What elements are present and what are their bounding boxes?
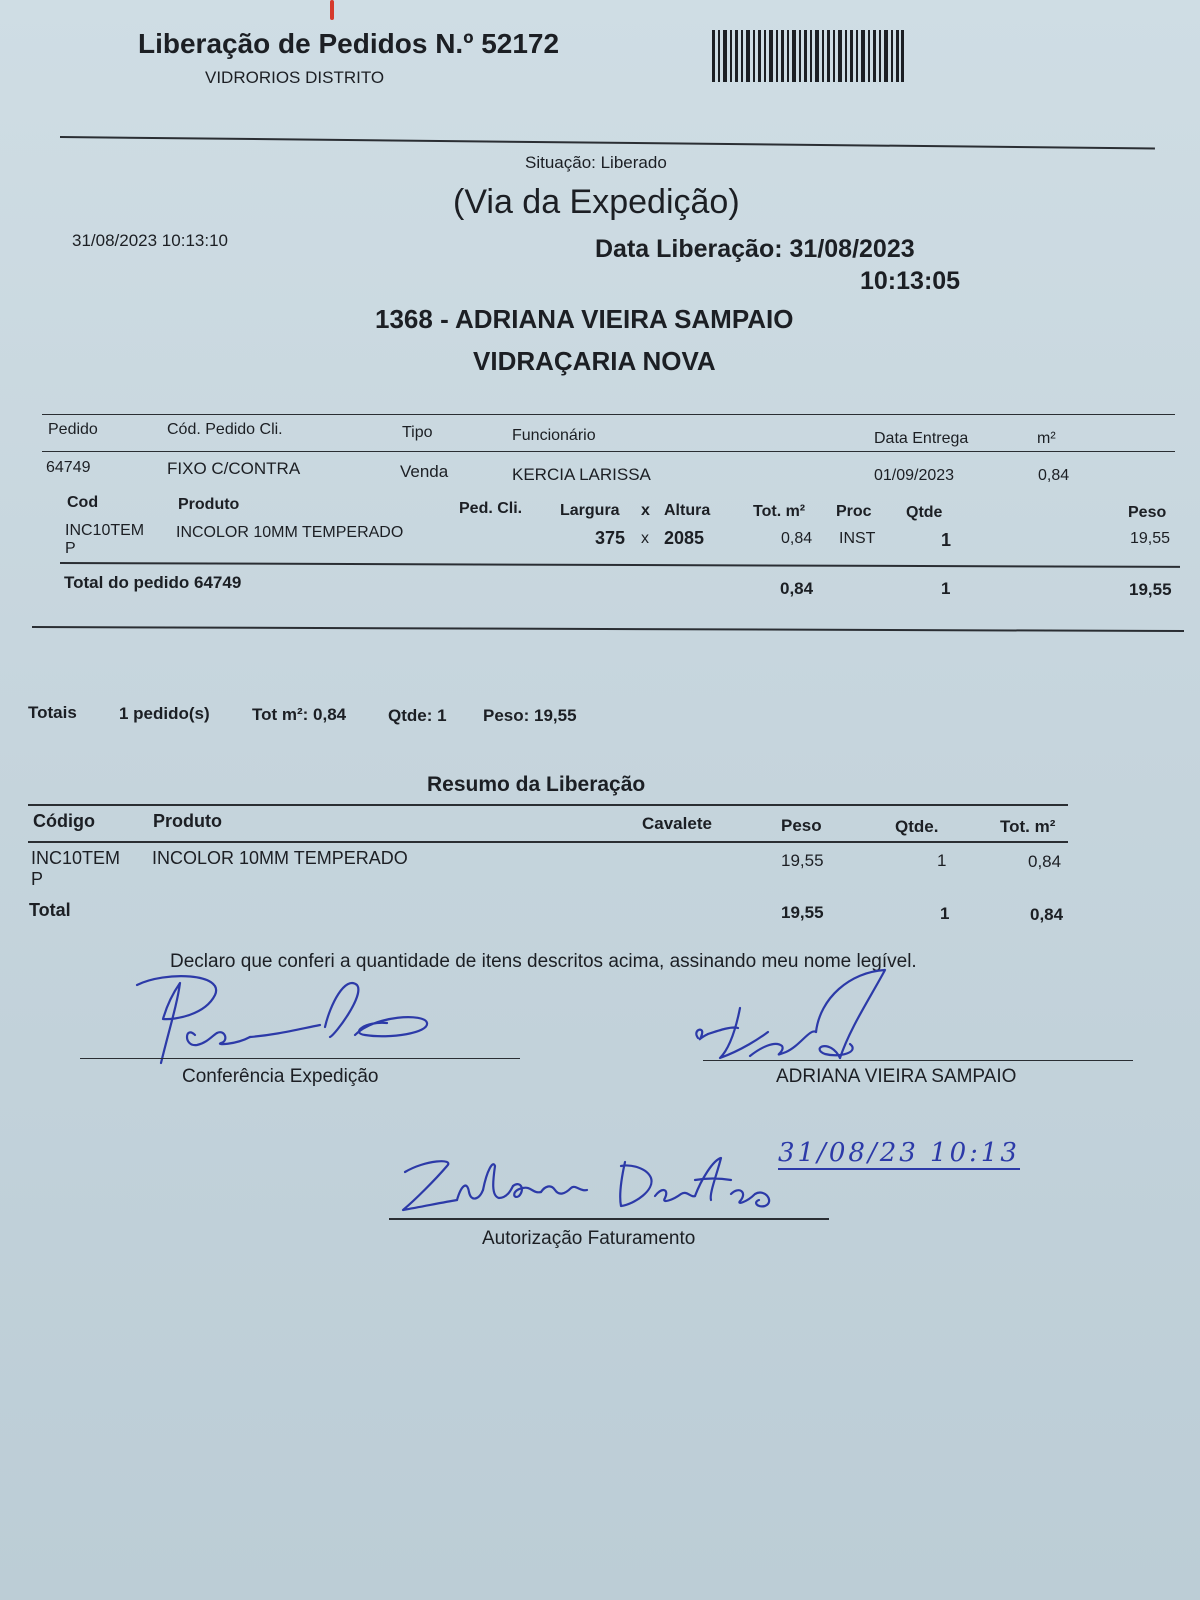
company-name: VIDRORIOS DISTRITO bbox=[205, 68, 385, 87]
summary-header-line bbox=[28, 841, 1068, 843]
red-pen-mark bbox=[330, 0, 334, 20]
copy-label: (Via da Expedição) bbox=[453, 183, 740, 221]
header-divider bbox=[60, 136, 1155, 149]
cell-cod-pedido-cli: FIXO C/CONTRA bbox=[167, 459, 301, 478]
summary-title: Resumo da Liberação bbox=[427, 773, 646, 796]
signature-line-conferencia bbox=[80, 1058, 520, 1059]
summary-top-line bbox=[28, 804, 1068, 806]
signature-cliente bbox=[690, 968, 920, 1068]
order-total-label: Total do pedido 64749 bbox=[64, 573, 242, 592]
order-total-line bbox=[60, 562, 1180, 568]
order-header-line bbox=[42, 451, 1175, 452]
label-cliente: ADRIANA VIEIRA SAMPAIO bbox=[776, 1066, 1017, 1087]
item-qtde: 1 bbox=[941, 530, 952, 550]
handwritten-date: 31/08/23 10:13 bbox=[778, 1138, 1020, 1168]
summary-codigo-line1: INC10TEM bbox=[31, 848, 121, 868]
item-col-cod: Cod bbox=[67, 494, 99, 511]
col-funcionario: Funcionário bbox=[512, 427, 596, 444]
item-tot-m2: 0,84 bbox=[781, 530, 813, 547]
summary-total-label: Total bbox=[29, 900, 71, 920]
item-proc: INST bbox=[839, 530, 876, 547]
totals-peso: Peso: 19,55 bbox=[483, 706, 577, 725]
barcode-icon bbox=[712, 30, 904, 82]
item-col-largura: Largura bbox=[560, 502, 620, 519]
item-col-tot-m2: Tot. m² bbox=[753, 503, 806, 520]
item-x: x bbox=[641, 530, 649, 547]
summary-tot-m2: 0,84 bbox=[1028, 852, 1062, 871]
summary-col-peso: Peso bbox=[781, 816, 822, 835]
summary-peso: 19,55 bbox=[781, 851, 824, 870]
totals-pedidos: 1 pedido(s) bbox=[119, 704, 210, 723]
item-col-proc: Proc bbox=[836, 503, 872, 520]
col-data-entrega: Data Entrega bbox=[874, 430, 969, 447]
summary-col-codigo: Código bbox=[33, 811, 95, 831]
totals-m2: Tot m²: 0,84 bbox=[252, 705, 347, 724]
cell-data-entrega: 01/09/2023 bbox=[874, 467, 955, 484]
summary-total-peso: 19,55 bbox=[781, 903, 824, 922]
signature-line-autorizacao bbox=[389, 1218, 829, 1220]
summary-col-qtde: Qtde. bbox=[895, 817, 939, 836]
cell-m2: 0,84 bbox=[1038, 467, 1070, 484]
item-altura: 2085 bbox=[664, 528, 705, 548]
declaration-text: Declaro que conferi a quantidade de itens descritos acima, assinando meu nome legível. bbox=[170, 951, 917, 972]
cell-pedido: 64749 bbox=[46, 459, 91, 476]
col-tipo: Tipo bbox=[402, 424, 433, 441]
signature-line-cliente bbox=[703, 1060, 1133, 1061]
item-col-peso: Peso bbox=[1128, 504, 1167, 521]
status-label: Situação: Liberado bbox=[525, 153, 667, 172]
col-pedido: Pedido bbox=[48, 421, 98, 438]
client-company: VIDRAÇARIA NOVA bbox=[473, 346, 716, 376]
summary-col-tot-m2: Tot. m² bbox=[1000, 817, 1056, 836]
label-conferencia: Conferência Expedição bbox=[182, 1066, 379, 1087]
release-time: 10:13:05 bbox=[860, 267, 961, 295]
order-table-top-line bbox=[42, 414, 1175, 415]
item-col-x: x bbox=[641, 502, 650, 519]
item-cod-line2: P bbox=[65, 540, 76, 557]
client-name: 1368 - ADRIANA VIEIRA SAMPAIO bbox=[375, 304, 794, 334]
signature-conferencia bbox=[125, 975, 455, 1065]
printed-timestamp: 31/08/2023 10:13:10 bbox=[72, 231, 228, 250]
summary-total-tot-m2: 0,84 bbox=[1030, 905, 1064, 924]
totals-label: Totais bbox=[28, 703, 77, 722]
order-total-peso: 19,55 bbox=[1129, 580, 1172, 599]
document-title: Liberação de Pedidos N.º 52172 bbox=[138, 28, 560, 59]
col-cod-pedido-cli: Cód. Pedido Cli. bbox=[167, 421, 283, 438]
item-col-ped-cli: Ped. Cli. bbox=[459, 500, 523, 517]
label-autorizacao: Autorização Faturamento bbox=[482, 1228, 696, 1249]
summary-produto: INCOLOR 10MM TEMPERADO bbox=[152, 848, 408, 868]
item-peso: 19,55 bbox=[1130, 530, 1171, 547]
signature-autorizacao bbox=[395, 1150, 795, 1220]
summary-total-qtde: 1 bbox=[940, 904, 950, 923]
release-date: Data Liberação: 31/08/2023 bbox=[595, 235, 915, 263]
item-col-qtde: Qtde bbox=[906, 504, 943, 521]
col-m2: m² bbox=[1037, 430, 1056, 447]
totals-qtde: Qtde: 1 bbox=[388, 706, 447, 725]
item-col-altura: Altura bbox=[664, 502, 711, 519]
summary-codigo-line2: P bbox=[31, 869, 44, 889]
order-total-qtde: 1 bbox=[941, 579, 951, 598]
cell-tipo: Venda bbox=[400, 462, 449, 481]
summary-col-produto: Produto bbox=[153, 811, 222, 831]
item-largura: 375 bbox=[595, 528, 626, 548]
cell-funcionario: KERCIA LARISSA bbox=[512, 465, 651, 484]
order-total-m2: 0,84 bbox=[780, 579, 814, 598]
item-produto: INCOLOR 10MM TEMPERADO bbox=[176, 524, 404, 541]
summary-qtde: 1 bbox=[937, 851, 947, 870]
section-divider bbox=[32, 626, 1184, 632]
item-cod-line1: INC10TEM bbox=[65, 522, 145, 539]
summary-col-cavalete: Cavalete bbox=[642, 814, 712, 833]
item-col-produto: Produto bbox=[178, 496, 240, 513]
